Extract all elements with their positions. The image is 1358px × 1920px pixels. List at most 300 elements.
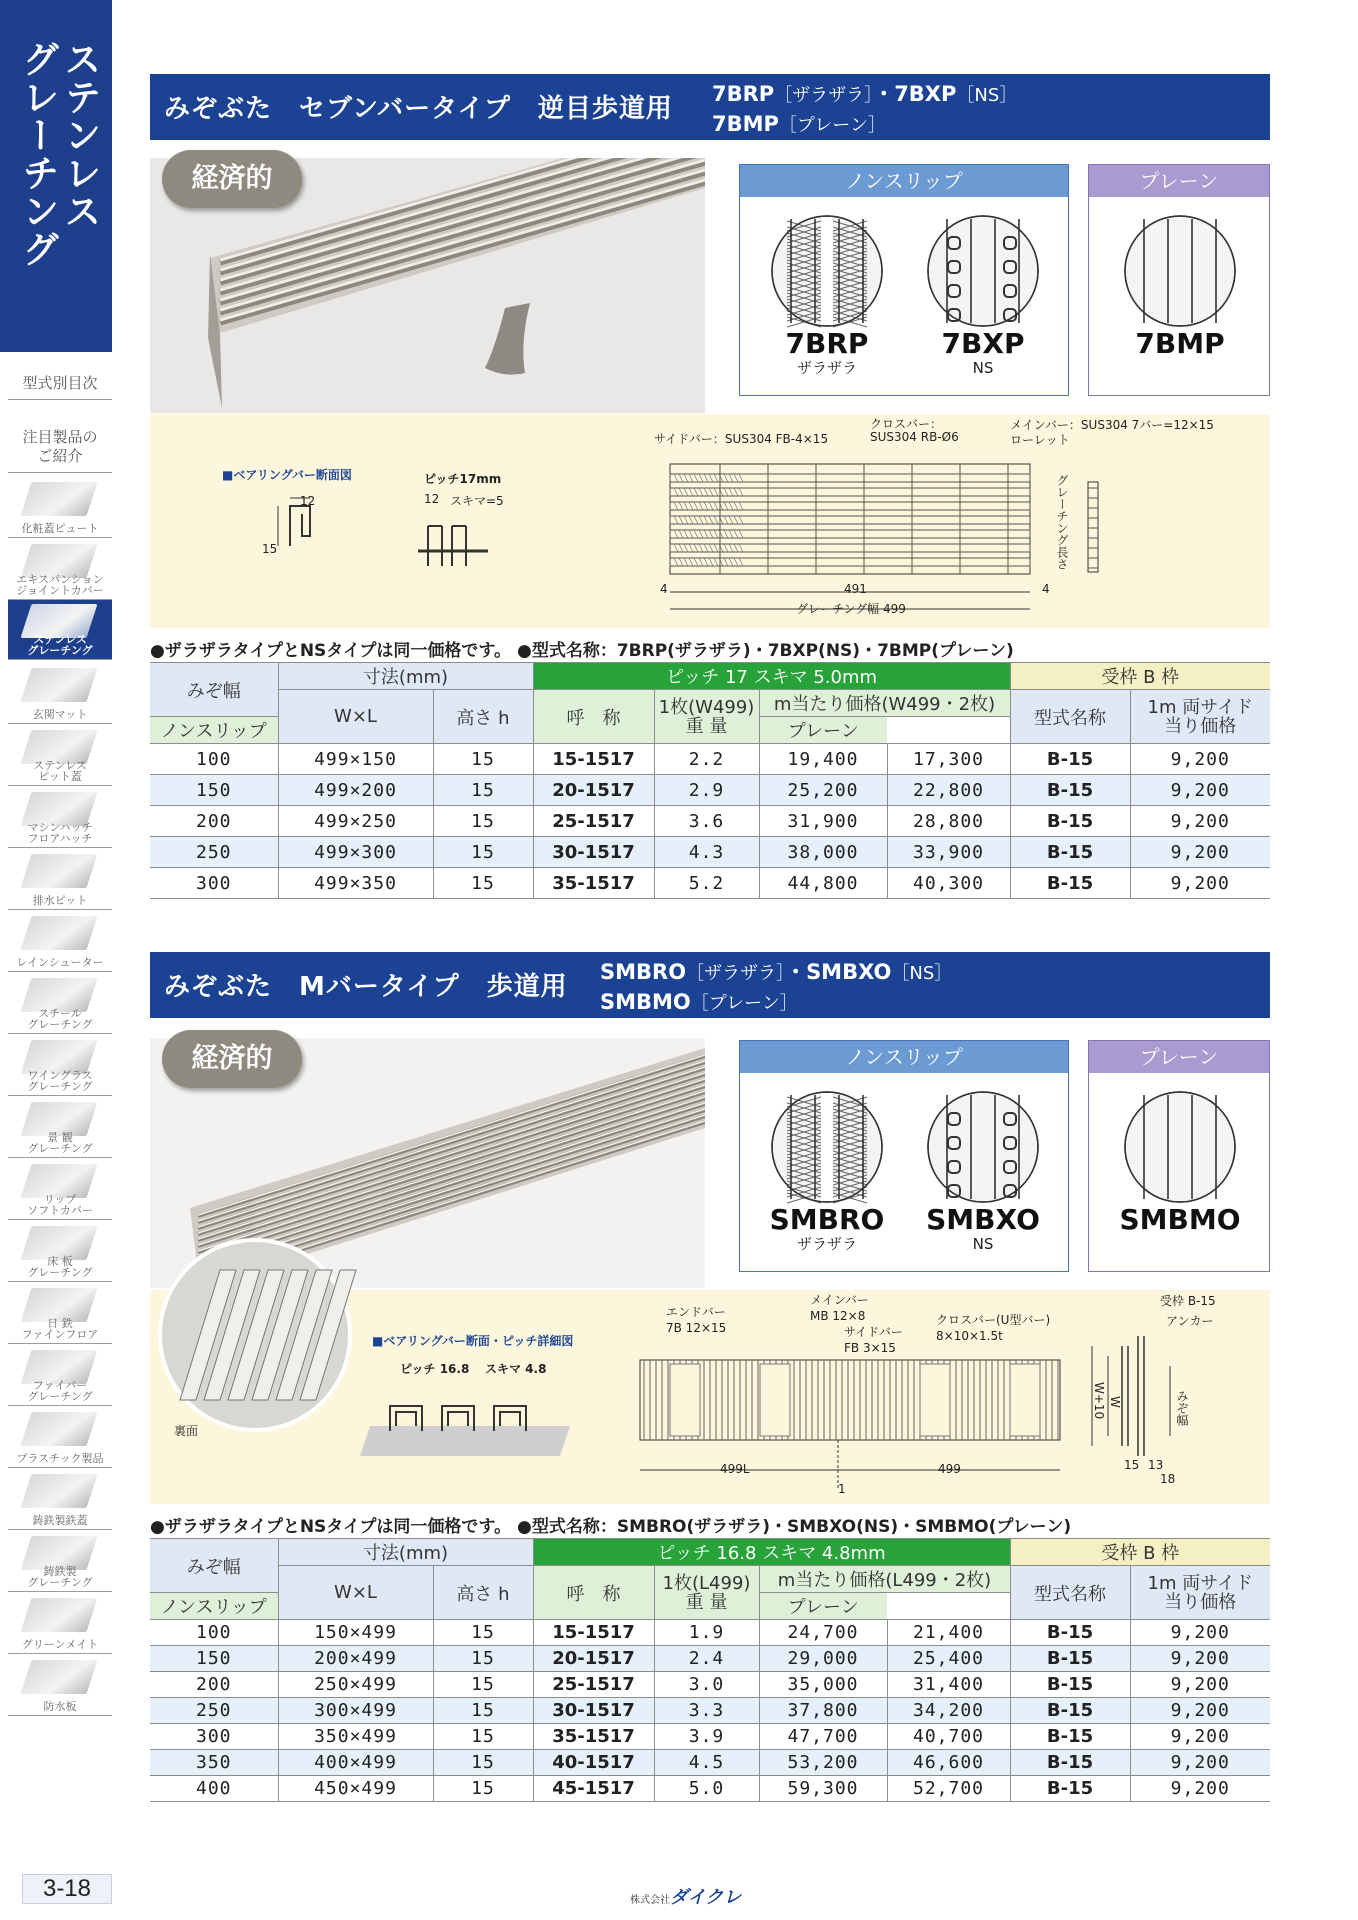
section2-code-c-sub: ［プレーン］ [690,993,798,1014]
table-cell: 40-1517 [533,1750,654,1776]
section1-spec-table [150,662,1270,899]
sidebar-item-label: 床 板 グレーチング [27,1255,93,1279]
page-number: 3-18 [22,1874,112,1904]
th-weight: 1枚(L499) 重 量 [654,1566,759,1620]
grating-plan-drawing [660,454,1220,624]
section1-header [150,74,1270,140]
table-cell: 3.6 [654,806,759,837]
table-row [150,1646,1270,1672]
sidebar-item[interactable] [8,974,112,1034]
section1-diagram [150,414,1270,628]
plan-dim-491: 491 [844,582,867,596]
section1-code-b: 7BXP [894,82,957,106]
table-cell: 3.3 [654,1698,759,1724]
section1-code-a-sub: ［ザラザラ］ [774,85,874,106]
table-cell: 9,200 [1130,837,1270,868]
sidebar-item[interactable] [8,1408,112,1468]
table-row [150,1750,1270,1776]
table-cell: 17,300 [887,744,1010,775]
sidebar-item-label: 防水板 [43,1700,77,1713]
pitch-gap: スキマ=5 [450,494,504,508]
dim-w: W [1108,1396,1122,1408]
table-cell: 37,800 [759,1698,887,1724]
table-cell: 15 [433,1646,533,1672]
sidebar-item-label: 排水ピット [32,894,88,907]
section1-title: みぞぶた セブンバータイプ 逆目歩道用 [164,94,673,124]
th-height: 高さ h [433,1566,533,1620]
table-cell: B-15 [1010,1646,1130,1672]
table-cell: 35,000 [759,1672,887,1698]
sidebar-item-label: 景 観 グレーチング [27,1131,93,1155]
table-cell: 15 [433,806,533,837]
table-cell: B-15 [1010,806,1130,837]
th-frame-price: 1m 両サイド 当り価格 [1130,1566,1270,1620]
table-cell: 350×499 [278,1724,433,1750]
table-cell: 499×150 [278,744,433,775]
table-cell: 9,200 [1130,1750,1270,1776]
sidebar-item-label: 鋳鉄製鉄蓋 [32,1514,88,1527]
table-cell: 20-1517 [533,775,654,806]
table-cell: 200 [150,806,278,837]
section1-code-c-sub: ［プレーン］ [778,115,886,136]
table-cell: 9,200 [1130,1620,1270,1646]
sidebar-link-featured[interactable]: 注目製品の ご紹介 [8,428,112,473]
table-cell: 2.2 [654,744,759,775]
section1-swatch-code: 7BXP [941,327,1025,360]
sidebar-item-thumbnail [20,668,97,702]
th-height: 高さ h [433,690,533,744]
table-cell: 34,200 [887,1698,1010,1724]
table-cell: 9,200 [1130,1724,1270,1750]
section1-swatch-code: 7BRP [785,327,869,360]
table-cell: 100 [150,1620,278,1646]
table-cell: 25,400 [887,1646,1010,1672]
mbar-pitch-label: ピッチ 16.8 [400,1362,470,1376]
th-price-per-m: m当たり価格(L499・2枚) [759,1566,1010,1593]
table-cell: 25-1517 [533,1672,654,1698]
mbar-mainbar-label: メインバー MB 12×8 [810,1293,869,1323]
table-cell: 19,400 [759,744,887,775]
th-wxl: W×L [278,1566,433,1620]
dim-15: 15 [1124,1458,1140,1472]
section2-swatch-code: SMBMO [1119,1203,1241,1236]
th-plain: プレーン [759,717,887,744]
table-cell: 350 [150,1750,278,1776]
th-model-name: 型式名称 [1010,1566,1130,1620]
sidebar-item[interactable] [8,478,112,538]
table-row [150,868,1270,899]
table-cell: 25,200 [759,775,887,806]
table-cell: 35-1517 [533,1724,654,1750]
table-cell: 150×499 [278,1620,433,1646]
table-cell: 22,800 [887,775,1010,806]
sidebar [0,0,112,1920]
section2-swatch-sub: NS [972,1235,994,1253]
table-cell: 46,600 [887,1750,1010,1776]
table-cell: 53,200 [759,1750,887,1776]
sidebar-item-label: 化粧蓋ピュート [21,522,99,535]
table-cell: B-15 [1010,1620,1130,1646]
table-cell: 30-1517 [533,837,654,868]
table-cell: 45-1517 [533,1776,654,1802]
th-groove-width: みぞ幅 [150,663,278,717]
sidebar-item-label: ステンレス グレーチング [27,633,93,657]
section2-swatch-plain [1105,1089,1255,1235]
section2-note: ●ザラザラタイプとNSタイプは同一価格です。 ●型式名称：SMBRO(ザラザラ)・SMBXO(NS)・SMBMO(プレーン) [150,1517,1072,1537]
section1-plain-box [1088,164,1270,396]
plan-dim-4-left: 4 [660,582,668,596]
grating-length-label: グレーチング長さ [1055,474,1069,570]
endbar-label: エンドバー 7B 12×15 [666,1305,727,1335]
table-cell: 150 [150,1646,278,1672]
table-cell: 2.4 [654,1646,759,1672]
table-cell: 400×499 [278,1750,433,1776]
underside-label: 裏面 [174,1424,199,1438]
section2-code-b-sub: ［NS］ [891,963,953,984]
table-cell: 499×350 [278,868,433,899]
sidebar-item[interactable] [8,1222,112,1282]
table-row [150,837,1270,868]
table-cell: 3.9 [654,1724,759,1750]
bearing-section-title: ■ベアリングバー断面図 [222,468,352,482]
th-receiving-frame: 受枠 B 枠 [1010,1539,1270,1566]
table-row [150,1620,1270,1646]
table-cell: 9,200 [1130,1646,1270,1672]
table-cell: 21,400 [887,1620,1010,1646]
sidebar-link-type-index[interactable]: 型式別目次 [8,372,112,400]
table-cell: 33,900 [887,837,1010,868]
section2-code-a: SMBRO [600,960,687,984]
sidebar-item-thumbnail [20,1474,97,1508]
section1-model-codes [712,80,1017,140]
sidebar-item[interactable] [8,1656,112,1716]
table-cell: 15 [433,837,533,868]
section2-header [150,952,1270,1018]
sidebar-item[interactable] [8,1098,112,1158]
section2-code-b: SMBXO [806,960,892,984]
table-cell: 5.0 [654,1776,759,1802]
section1-swatch-code: 7BMP [1135,327,1225,360]
table-cell: 250×499 [278,1672,433,1698]
table-cell: 499×300 [278,837,433,868]
table-cell: 59,300 [759,1776,887,1802]
section1-code-a: 7BRP [712,82,775,106]
plain-pattern-icon [1122,213,1238,329]
table-cell: 35-1517 [533,868,654,899]
th-receiving-frame: 受枠 B 枠 [1010,663,1270,690]
sidebar-title [0,0,112,352]
table-cell: 15-1517 [533,744,654,775]
sidebar-item-thumbnail [20,1412,97,1446]
table-cell: 499×200 [278,775,433,806]
section1-code-c: 7BMP [712,112,779,136]
underside-photo-graphic [150,1230,370,1440]
section2-diagram [150,1290,1270,1504]
sidebar-item-thumbnail [20,1660,97,1694]
section1-swatch-sub: NS [972,359,994,377]
section1-swatch-knurled [752,213,902,377]
anchor-label: アンカー [1166,1314,1214,1328]
th-nominal: 呼 称 [533,1566,654,1620]
sidebar-item-thumbnail [20,482,97,516]
plan-dim-499: 499 [938,1462,961,1476]
company-logo [630,1883,741,1909]
ubar-crossbar-label: クロスバー(U型バー) 8×10×1.5t [936,1313,1051,1343]
pitch-dim-12: 12 [424,492,440,506]
sidebar-item-thumbnail [20,854,97,888]
table-cell: 100 [150,744,278,775]
table-cell: 9,200 [1130,744,1270,775]
table-cell: 250 [150,1698,278,1724]
frame-b15-label: 受枠 B-15 [1160,1294,1216,1308]
table-cell: 52,700 [887,1776,1010,1802]
grating-width-label: グレーチング幅 499 [796,602,906,616]
knurled-pattern-icon [769,213,885,329]
table-cell: 15 [433,1724,533,1750]
section2-table-body [150,1620,1270,1802]
table-cell: B-15 [1010,744,1130,775]
knurled-pattern-icon [769,1089,885,1205]
mbar-sidebar-label: サイドバー FB 3×15 [844,1325,903,1355]
dim-groove-width: みぞ幅 [1175,1390,1189,1426]
sidebar-item-thumbnail [20,916,97,950]
table-cell: 15-1517 [533,1620,654,1646]
table-cell: 25-1517 [533,806,654,837]
th-nominal: 呼 称 [533,690,654,744]
table-row [150,1724,1270,1750]
table-cell: B-15 [1010,837,1130,868]
dim-13: 13 [1148,1458,1164,1472]
table-cell: 15 [433,868,533,899]
ns-pattern-icon [925,213,1041,329]
table-cell: 15 [433,1620,533,1646]
table-cell: 2.9 [654,775,759,806]
th-dimensions: 寸法(mm) [278,1539,533,1566]
section1-table-body [150,744,1270,899]
sidebar-item-label: マシンハッチ フロアハッチ [27,821,93,845]
table-cell: 9,200 [1130,775,1270,806]
th-wxl: W×L [278,690,433,744]
table-cell: B-15 [1010,775,1130,806]
company-name: ダイクレ [670,1887,742,1908]
section1-code-sep: ・ [873,82,895,106]
section2-swatch-code: SMBXO [926,1203,1040,1236]
plain-pattern-icon [1122,1089,1238,1205]
plan-dim-1: 1 [838,1482,846,1496]
sidebar-item-label: スチール グレーチング [27,1007,93,1031]
bearing-dim-15: 15 [262,542,278,556]
sidebar-item-label: レインシューター [16,956,104,969]
section2-swatch-sub: ザラザラ [796,1235,857,1253]
section2-model-codes [600,958,952,1018]
sidebar-item[interactable] [8,1160,112,1220]
table-cell: 400 [150,1776,278,1802]
table-cell: 4.5 [654,1750,759,1776]
sidebar-item[interactable] [8,1036,112,1096]
mbar-plan-drawing [630,1350,1070,1500]
table-cell: 24,700 [759,1620,887,1646]
table-cell: 38,000 [759,837,887,868]
table-cell: 250 [150,837,278,868]
section1-economical-badge: 経済的 [162,150,302,208]
table-cell: 450×499 [278,1776,433,1802]
bearing-dim-12: 12 [300,494,316,508]
table-cell: B-15 [1010,1672,1130,1698]
sidebar-item[interactable] [8,850,112,910]
table-cell: 40,700 [887,1724,1010,1750]
section2-code-c: SMBMO [600,990,691,1014]
table-cell: 300 [150,1724,278,1750]
table-cell: 5.2 [654,868,759,899]
section2-nonslip-box [739,1040,1069,1272]
section1-plain-header: プレーン [1089,165,1269,197]
table-cell: 40,300 [887,868,1010,899]
table-cell: B-15 [1010,1750,1130,1776]
section2-code-sep: ・ [785,960,807,984]
table-cell: 1.9 [654,1620,759,1646]
table-cell: 499×250 [278,806,433,837]
dim-18: 18 [1160,1472,1176,1486]
sidebar-item-label: 日 鉄 ファインフロア [21,1317,99,1341]
table-cell: 28,800 [887,806,1010,837]
dim-w-plus-10: W+10 [1092,1382,1106,1420]
table-cell: B-15 [1010,868,1130,899]
sidebar-bar-label: サイドバー：SUS304 FB-4×15 [654,432,829,446]
th-model-name: 型式名称 [1010,690,1130,744]
table-row [150,1672,1270,1698]
th-pitch: ピッチ 17 スキマ 5.0mm [533,663,1010,690]
section2-code-a-sub: ［ザラザラ］ [686,963,786,984]
table-row [150,1776,1270,1802]
table-cell: 15 [433,1698,533,1724]
th-nonslip: ノンスリップ [150,717,278,744]
sidebar-title-line1: ステンレス [58,40,101,230]
th-weight: 1枚(W499) 重 量 [654,690,759,744]
table-cell: 47,700 [759,1724,887,1750]
section1-nonslip-header: ノンスリップ [740,165,1068,197]
th-plain: プレーン [759,1593,887,1620]
section2-spec-table [150,1538,1270,1802]
section1-swatch-ns [908,213,1058,377]
plan-dim-499L: 499L [720,1462,750,1476]
sidebar-item-thumbnail [20,1598,97,1632]
section1-nonslip-box [739,164,1069,396]
table-cell: 30-1517 [533,1698,654,1724]
th-frame-price: 1m 両サイド 当り価格 [1130,690,1270,744]
th-dimensions: 寸法(mm) [278,663,533,690]
section2-swatch-knurled [752,1089,902,1253]
table-cell: 9,200 [1130,1698,1270,1724]
table-cell: 9,200 [1130,868,1270,899]
mbar-pitch-drawing [360,1376,580,1466]
sidebar-item[interactable] [8,912,112,972]
sidebar-item[interactable] [8,1594,112,1654]
sidebar-item-label: 鋳鉄製 グレーチング [27,1565,93,1589]
mbar-section-title: ■ベアリングバー断面・ピッチ詳細図 [372,1334,574,1348]
pitch-title: ピッチ17mm [424,472,502,486]
section1-note: ●ザラザラタイプとNSタイプは同一価格です。 ●型式名称：7BRP(ザラザラ)・7BXP(NS)・7BMP(プレーン) [150,641,1014,661]
sidebar-item[interactable] [8,1470,112,1530]
sidebar-title-line2: グレーチング [16,40,59,268]
sidebar-item[interactable] [8,1346,112,1406]
th-price-per-m: m当たり価格(W499・2枚) [759,690,1010,717]
sidebar-item[interactable] [8,726,112,786]
sidebar-item-label: グリーンメイト [21,1638,99,1651]
sidebar-item-label: エキスパンション ジョイントカバー [16,573,104,597]
table-row [150,1698,1270,1724]
table-cell: 31,900 [759,806,887,837]
company-prefix: 株式会社 [630,1895,670,1906]
section2-plain-header: プレーン [1089,1041,1269,1073]
table-cell: 150 [150,775,278,806]
section2-swatch-code: SMBRO [769,1203,885,1236]
table-cell: 9,200 [1130,1672,1270,1698]
section1-swatch-sub: ザラザラ [796,359,857,377]
table-cell: 3.0 [654,1672,759,1698]
table-row [150,775,1270,806]
ns-pattern-icon [925,1089,1041,1205]
crossbar-label: クロスバー： SUS304 RB-Ø6 [870,417,959,444]
table-cell: 31,400 [887,1672,1010,1698]
table-cell: 44,800 [759,868,887,899]
section2-plain-box [1088,1040,1270,1272]
sidebar-item[interactable] [8,1532,112,1592]
sidebar-item-label: リップ ソフトカバー [27,1193,93,1217]
table-cell: 300×499 [278,1698,433,1724]
th-nonslip: ノンスリップ [150,1593,278,1620]
plan-dim-4-right: 4 [1042,582,1050,596]
section2-economical-badge: 経済的 [162,1030,302,1088]
sidebar-item-label: ワイングラス グレーチング [27,1069,93,1093]
table-cell: 9,200 [1130,806,1270,837]
sidebar-item-label: 玄関マット [32,708,88,721]
table-cell: 15 [433,1750,533,1776]
table-cell: 15 [433,744,533,775]
section1-code-b-sub: ［NS］ [956,85,1018,106]
table-cell: 200×499 [278,1646,433,1672]
sidebar-item-label: プラスチック製品 [16,1452,104,1465]
section2-swatch-ns [908,1089,1058,1253]
sidebar-item[interactable] [8,1284,112,1344]
section1-swatch-plain [1105,213,1255,359]
th-groove-width: みぞ幅 [150,1539,278,1593]
table-cell: 200 [150,1672,278,1698]
table-cell: B-15 [1010,1698,1130,1724]
sidebar-item[interactable] [8,600,112,660]
section2-title: みぞぶた Mバータイプ 歩道用 [164,972,568,1002]
section2-nonslip-header: ノンスリップ [740,1041,1068,1073]
table-cell: 15 [433,1776,533,1802]
table-cell: 15 [433,1672,533,1698]
table-cell: 300 [150,868,278,899]
table-cell: 20-1517 [533,1646,654,1672]
table-cell: B-15 [1010,1776,1130,1802]
mbar-gap-label: スキマ 4.8 [485,1362,547,1376]
table-row [150,744,1270,775]
table-cell: 9,200 [1130,1776,1270,1802]
sidebar-item[interactable] [8,664,112,724]
sidebar-item-label: ファイバー グレーチング [27,1379,93,1403]
sidebar-item[interactable] [8,788,112,848]
table-row [150,806,1270,837]
mainbar-label: メインバー：SUS304 7バー=12×15 ローレット [1010,418,1214,447]
table-cell: 29,000 [759,1646,887,1672]
table-cell: 15 [433,775,533,806]
table-cell: B-15 [1010,1724,1130,1750]
sidebar-item[interactable] [8,540,112,600]
table-cell: 4.3 [654,837,759,868]
sidebar-item-label: ステンレス ピット蓋 [33,759,87,783]
